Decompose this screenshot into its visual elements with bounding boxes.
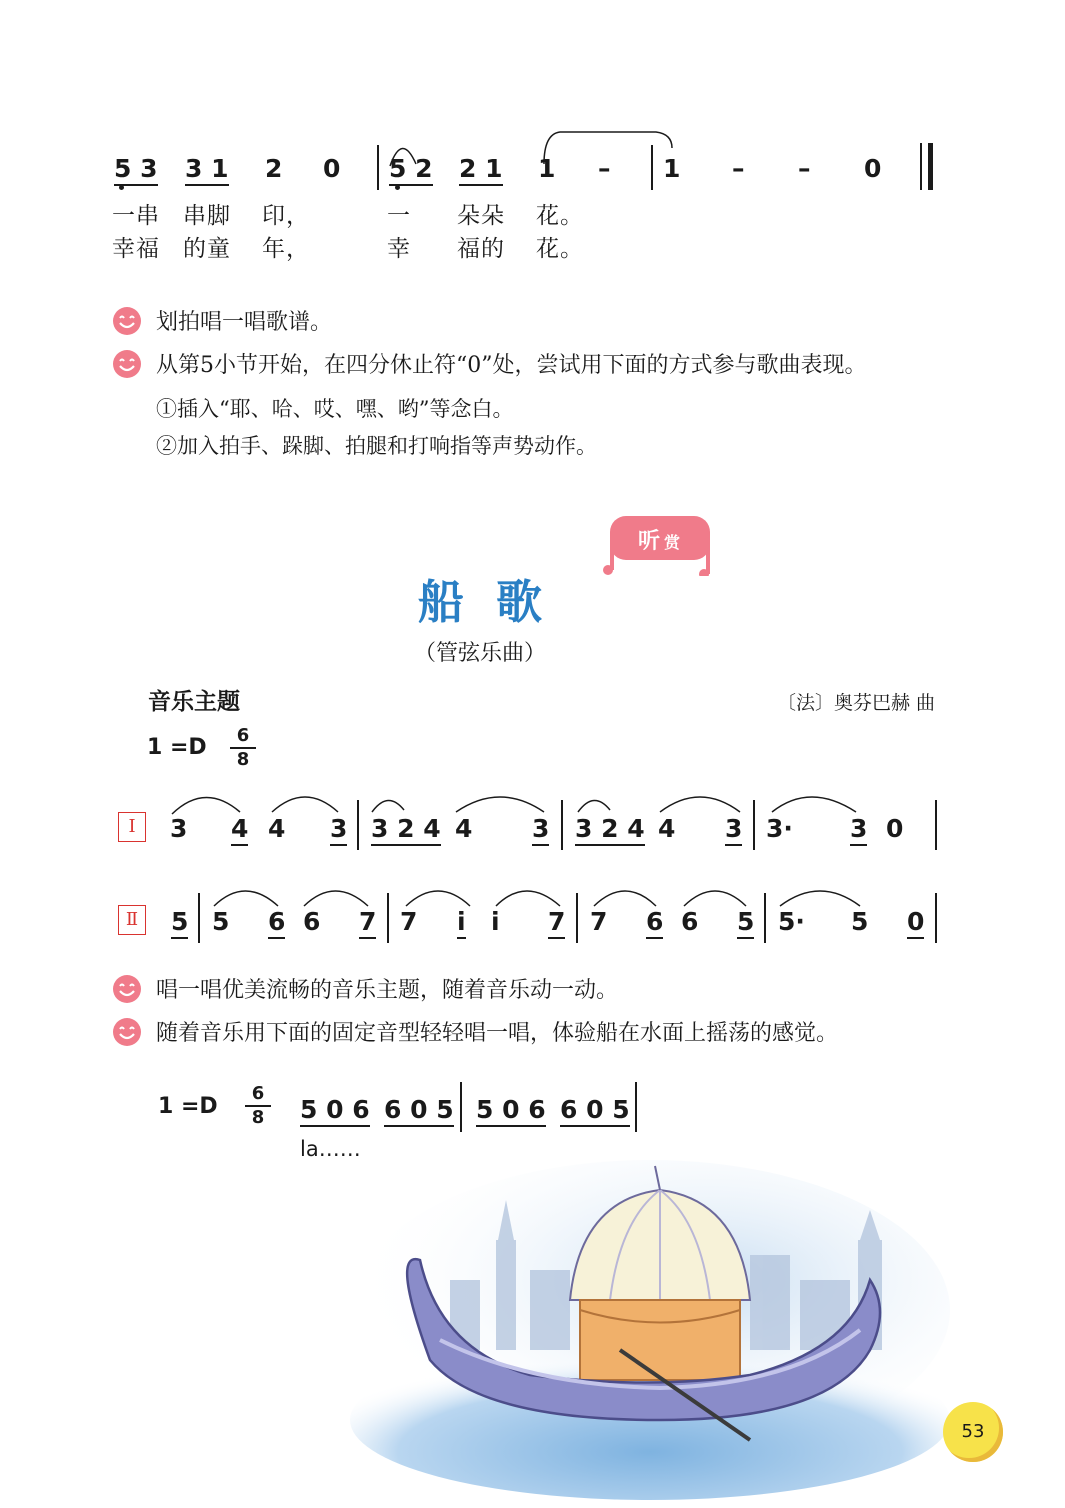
note: 0 <box>864 154 882 183</box>
barline <box>387 893 389 943</box>
note: 5 3 <box>114 155 158 186</box>
subtitle: （管弦乐曲） <box>413 641 546 666</box>
badge-small: 赏 <box>664 533 681 552</box>
note: – <box>732 154 745 183</box>
instruction-text: 唱一唱优美流畅的音乐主题，随着音乐动一动。 <box>156 978 619 1003</box>
page-title: 船 歌 <box>417 575 543 629</box>
ostinato-syllable: la…… <box>300 1137 361 1161</box>
barline <box>764 893 766 943</box>
lyric: 的童 <box>183 236 231 262</box>
roman-label: Ⅰ <box>118 812 146 842</box>
note: – <box>598 154 611 183</box>
lower-octave-dot <box>395 185 400 190</box>
note: 3 1 <box>185 155 229 186</box>
sub-item: ①插入“耶、哈、哎、嘿、哟”等念白。 <box>156 397 514 421</box>
note: 3 <box>532 815 549 846</box>
note: 2 <box>265 154 283 183</box>
page-number: 53 <box>943 1402 1003 1462</box>
smiley-icon <box>112 974 142 1004</box>
badge-main: 听 <box>638 529 661 554</box>
note: 0 <box>907 908 924 939</box>
note: 4 <box>658 814 676 843</box>
time-sig-bottom: 8 <box>251 1107 265 1128</box>
barline <box>753 800 755 850</box>
note: 5 <box>171 908 188 939</box>
lyric: 串脚 <box>183 203 231 229</box>
note: 5 2 <box>389 155 433 186</box>
note: i <box>457 908 466 939</box>
barline <box>561 800 563 850</box>
ostinato-key: 1 =D <box>158 1094 218 1119</box>
note: 6 <box>681 907 699 936</box>
lyric: 年， <box>262 236 310 262</box>
time-sig-bottom: 8 <box>236 749 250 770</box>
lyric: 一 <box>387 203 411 229</box>
lyric: 幸福 <box>112 236 160 262</box>
instruction-item <box>112 973 618 1004</box>
instruction-text: 从第5小节开始，在四分休止符“0”处，尝试用下面的方式参与歌曲表现。 <box>156 353 867 378</box>
note: 3 <box>725 815 742 846</box>
note: 6 <box>646 908 663 939</box>
time-sig-top: 6 <box>251 1083 265 1104</box>
note: 5 <box>212 907 230 936</box>
smiley-icon <box>112 306 142 336</box>
note: 7 <box>400 907 418 936</box>
time-sig-top: 6 <box>236 725 250 746</box>
smiley-icon <box>112 349 142 379</box>
instruction-text: 划拍唱一唱歌谱。 <box>156 310 333 335</box>
lyric: 福的 <box>457 236 505 262</box>
lyric: 印， <box>262 203 310 229</box>
note: 5 0 6 <box>300 1096 370 1127</box>
note: 1 <box>538 154 556 183</box>
barline <box>377 145 379 190</box>
ostinato-time-signature <box>245 1084 271 1128</box>
gondola-illustration <box>330 1160 950 1500</box>
note: 3 2 4 <box>575 815 645 846</box>
roman-label: Ⅱ <box>118 905 146 935</box>
note: 5 <box>851 907 869 936</box>
note: 4 <box>231 815 248 846</box>
barline <box>357 800 359 850</box>
note: 1 <box>663 154 681 183</box>
composer: 〔法〕奥芬巴赫 曲 <box>776 692 935 714</box>
note: 3 <box>170 814 188 843</box>
note: 5 <box>737 908 754 939</box>
note: 2 1 <box>459 155 503 186</box>
note: 6 <box>268 908 285 939</box>
note: i <box>491 907 500 936</box>
note: 7 <box>359 908 376 939</box>
instruction-item <box>112 305 332 336</box>
sub-item: ②加入拍手、跺脚、拍腿和打响指等声势动作。 <box>156 434 597 458</box>
key-signature: 1 =D <box>147 735 207 760</box>
note: 6 0 5 <box>384 1096 454 1127</box>
note: 4 <box>268 814 286 843</box>
note: 6 0 5 <box>560 1096 630 1127</box>
lyric: 一串 <box>112 203 160 229</box>
note: – <box>798 154 811 183</box>
note: 4 <box>455 814 473 843</box>
note: 3· <box>766 814 793 843</box>
note: 3 <box>330 815 347 846</box>
note: 6 <box>303 907 321 936</box>
instruction-text: 随着音乐用下面的固定音型轻轻唱一唱，体验船在水面上摇荡的感觉。 <box>156 1021 839 1046</box>
note: 0 <box>886 814 904 843</box>
lyric: 花。 <box>536 236 584 262</box>
barline <box>651 145 653 190</box>
note: 7 <box>548 908 565 939</box>
instruction-item <box>112 348 867 379</box>
lower-octave-dot <box>119 185 124 190</box>
smiley-icon <box>112 1017 142 1047</box>
barline <box>935 893 937 943</box>
note: 5 0 6 <box>476 1096 546 1127</box>
barline <box>576 893 578 943</box>
barline <box>460 1082 462 1132</box>
barline <box>935 800 937 850</box>
note: 7 <box>590 907 608 936</box>
lyric: 花。 <box>536 203 584 229</box>
section-label: 音乐主题 <box>148 689 240 715</box>
final-barline-thick <box>928 143 933 190</box>
time-signature <box>230 726 256 770</box>
instruction-item <box>112 1016 838 1047</box>
lyric: 朵朵 <box>457 203 505 229</box>
lyric: 幸 <box>387 236 411 262</box>
note: 3 <box>850 815 867 846</box>
listening-badge <box>600 512 718 576</box>
final-barline-thin <box>920 143 922 190</box>
note: 5· <box>778 907 805 936</box>
barline <box>635 1082 637 1132</box>
barline <box>198 893 200 943</box>
note: 3 2 4 <box>371 815 441 846</box>
note: 0 <box>323 154 341 183</box>
